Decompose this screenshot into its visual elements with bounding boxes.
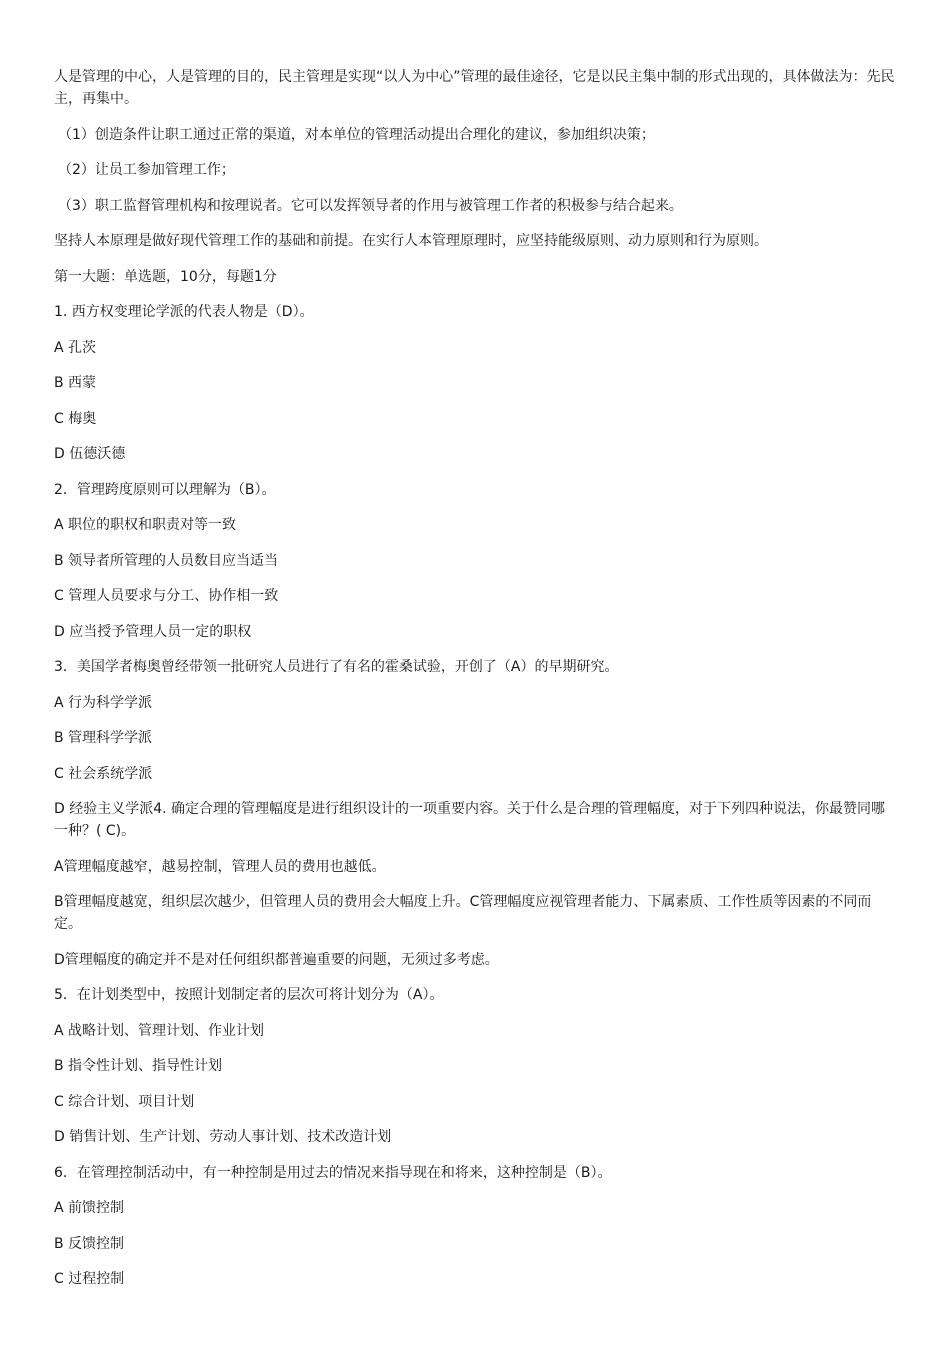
question-option: B 管理科学学派: [54, 730, 153, 746]
question-option: B 西蒙: [54, 375, 97, 391]
question-option: C 综合计划、项目计划: [54, 1093, 195, 1110]
question-option: D管理幅度的确定并不是对任何组织都普遍重要的问题，无须过多考虑。: [54, 951, 499, 968]
question-stem: 1. 西方权变理论学派的代表人物是（D）。: [54, 304, 314, 320]
question-option: B管理幅度越宽，组织层次越少，但管理人员的费用会大幅度上升。C管理幅度应视管理者能力、下属素质、工作性质等因素的不同而定。: [54, 894, 872, 932]
question-option: A 职位的职权和职责对等一致: [54, 517, 237, 533]
question-option-merged-stem: D 经验主义学派4. 确定合理的管理幅度是进行组织设计的一项重要内容。关于什么是合理的管理幅度，对于下列四种说法，你最赞同哪一种？( C)。: [54, 801, 886, 839]
question-option: A管理幅度越窄，越易控制，管理人员的费用也越低。: [54, 858, 386, 875]
question-option: C 管理人员要求与分工、协作相一致: [54, 588, 279, 604]
question-option: B 指令性计划、指导性计划: [54, 1058, 223, 1074]
intro-item-3: （3）职工监督管理机构和按理说者。它可以发挥领导者的作用与被管理工作者的积极参与结合起来。: [58, 197, 683, 214]
question-option: D 伍德沃德: [54, 446, 126, 462]
question-stem: 2．管理跨度原则可以理解为（B）。: [54, 481, 276, 498]
intro-item-1: （1）创造条件让职工通过正常的渠道，对本单位的管理活动提出合理化的建议，参加组织决策；: [58, 126, 655, 143]
question-option: A 孔茨: [54, 339, 97, 356]
question-option: C 梅奥: [54, 410, 97, 427]
intro-conclusion: 坚持人本原理是做好现代管理工作的基础和前提。在实行人本管理原理时，应坚持能级原则、动力原则和行为原则。: [54, 233, 768, 249]
question-option: A 战略计划、管理计划、作业计划: [54, 1022, 265, 1039]
question-option: A 前馈控制: [54, 1200, 125, 1216]
question-option: C 社会系统学派: [54, 765, 153, 782]
question-stem: 6．在管理控制活动中，有一种控制是用过去的情况来指导现在和将来，这种控制是（B）。: [54, 1164, 612, 1181]
question-option: D 应当授予管理人员一定的职权: [54, 623, 252, 640]
intro-paragraph: 人是管理的中心，人是管理的目的，民主管理是实现“以人为中心”管理的最佳途径，它是以民主集中制的形式出现的，具体做法为：先民主，再集中。: [54, 69, 895, 107]
question-option: D 销售计划、生产计划、劳动人事计划、技术改造计划: [54, 1129, 392, 1145]
question-stem: 3．美国学者梅奥曾经带领一批研究人员进行了有名的霍桑试验，开创了（A）的早期研究。: [54, 659, 619, 675]
question-option: B 领导者所管理的人员数目应当适当: [54, 552, 279, 569]
question-option: B 反馈控制: [54, 1235, 125, 1252]
question-stem: 5．在计划类型中，按照计划制定者的层次可将计划分为（A）。: [54, 987, 444, 1003]
question-option: C 过程控制: [54, 1271, 125, 1287]
question-option: A 行为科学学派: [54, 694, 153, 711]
intro-item-2: （2）让员工参加管理工作；: [58, 162, 235, 178]
section-title: 第一大题：单选题，10分，每题1分: [54, 268, 277, 285]
document-page: [54, 66, 896, 1304]
